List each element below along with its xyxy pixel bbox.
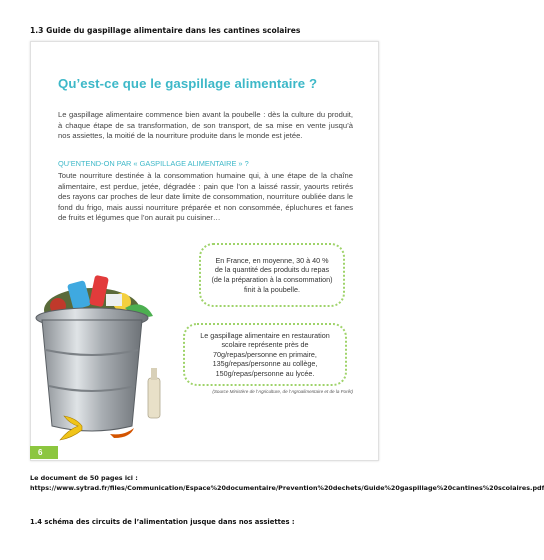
section-heading: 1.3 Guide du gaspillage alimentaire dans les cantines scolaires [30, 26, 301, 35]
source-note: (Source Ministère de l’Agriculture, de l’Agroalimentaire et de la Forêt) [212, 389, 353, 394]
callout-text: En France, en moyenne, 30 à 40 % de la quantité des produits du repas (de la préparation à la consommation) finit à la poubelle. [211, 255, 333, 294]
definition-subheading: QU’ENTEND-ON PAR « GASPILLAGE ALIMENTAIRE » ? [58, 159, 249, 168]
next-section-heading: 1.4 schéma des circuits de l’alimentation jusque dans nos assiettes : [30, 518, 295, 526]
definition-paragraph: Toute nourriture destinée à la consommation humaine qui, à une étape de la chaîne alimentaire, est perdue, jetée, dégradée : pain que l’on a laissé rassir, yaourts retirés des rayons car proches de leur date limite de consommation, nourriture oubliée dans le fond du frigo, mais aussi nourriture préparée et non consommée, épluchures et fanes de fruits et légumes que l’on aurait pu cuisiner… [58, 171, 353, 222]
page-title: Qu’est-ce que le gaspillage alimentaire ? [58, 76, 318, 91]
statistics-callout-school [183, 323, 347, 386]
callout-text: Le gaspillage alimentaire en restauration scolaire représente près de 70g/repas/personne en primaire, 135g/repas/personne au collège, 150g/repas/personne au lycée. [200, 330, 330, 378]
document-link-label: Le document de 50 pages ici : [30, 474, 138, 482]
document-link-url[interactable]: https://www.sytrad.fr/files/Communication/Espace%20documentaire/Prevention%20dechets/Guide%20gaspillage%20cantines%20scolaires.pdf [30, 484, 544, 492]
trash-can-illustration [30, 258, 180, 448]
intro-paragraph: Le gaspillage alimentaire commence bien avant la poubelle : dès la culture du produit, à chaque étape de sa transformation, de son transport, de sa mise en vente jusqu’à nos assiettes, la moitié de la nourriture produite dans le monde est jetée. [58, 110, 353, 140]
statistics-callout-france [199, 243, 345, 307]
page-number-tab [30, 446, 58, 459]
page-number: 6 [38, 448, 43, 457]
